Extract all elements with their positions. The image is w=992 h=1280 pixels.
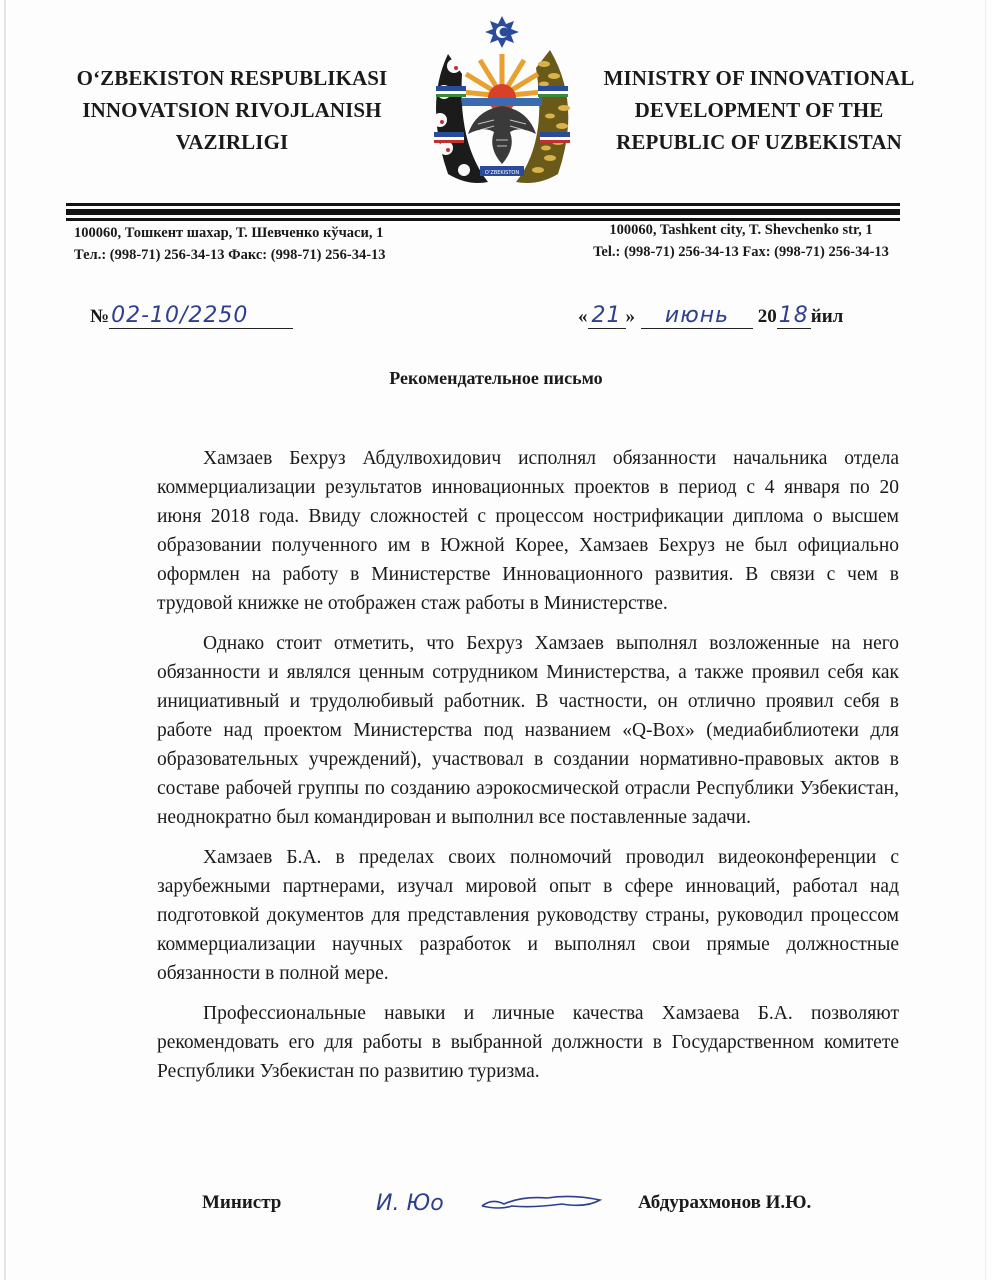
page-edge-right: [985, 0, 986, 1280]
number-sign: №: [90, 306, 110, 327]
letter-date: [578, 303, 843, 329]
quote-close: »: [625, 306, 635, 327]
phone-fax-line: Tel.: (998-71) 256-34-13 Fax: (998-71) 256-34-13: [593, 244, 889, 260]
letterhead-uzbek: [62, 62, 402, 158]
handwritten-year: 18: [778, 303, 809, 328]
letterhead-uzbek-line: VAZIRLIGI: [175, 130, 289, 154]
paragraph: Хамзаев Б.А. в пределах своих полномочий проводил видеоконференции с зарубежными партнерами, изучал мировой опыт в сфере инноваций, работал над подготовкой документов для представления руководству страны, руководил процессом коммерциализации научных разработок и выполнял свои прямые должностные обязанности в полной мере.: [157, 847, 899, 984]
reference-number: [90, 303, 293, 329]
state-emblem-icon: [418, 14, 586, 190]
handwritten-day: 21: [591, 303, 622, 328]
page-edge-left: [4, 0, 6, 1280]
address-uzbek: [74, 222, 386, 266]
handwritten-month: июнь: [664, 303, 730, 328]
signatory-position: Министр: [202, 1192, 282, 1213]
letterhead-english-line: REPUBLIC OF UZBEKISTAN: [616, 130, 902, 154]
letter-title: Рекомендательное письмо: [389, 368, 603, 388]
year-word: йил: [810, 306, 844, 327]
paragraph: Хамзаев Бехруз Абдулвохидович исполнял обязанности начальника отдела коммерциализации результатов инновационных проектов в период с 4 января по 20 июня 2018 года. Ввиду сложностей с процессом нострификации диплома о высшем образовании полученного им в Южной Корее, Хамзаев Бехруз не был официально оформлен на работу в Министерстве Инновационного развития. В связи с чем в трудовой книжке не отображен стаж работы в Министерстве.: [157, 448, 899, 614]
signature-block: [0, 1186, 992, 1226]
letterhead-english: [588, 62, 930, 158]
address-english: [576, 219, 906, 263]
handwritten-signature: [372, 1186, 612, 1220]
emblem-ribbon-text: O‘ZBEKISTON: [484, 170, 520, 176]
signatory-name: Абдурахмонов И.Ю.: [638, 1192, 812, 1213]
address-line: 100060, Тошкент шахар, Т. Шевченко кўчаси, 1: [74, 225, 384, 241]
letter-body: [157, 444, 899, 1097]
letterhead-uzbek-line: INNOVATSION RIVOJLANISH: [82, 98, 382, 122]
address-line: 100060, Tashkent city, T. Shevchenko str, 1: [609, 222, 873, 238]
letterhead-english-line: MINISTRY OF INNOVATIONAL: [603, 66, 915, 90]
quote-open: «: [578, 306, 588, 327]
letterhead-uzbek-line: O‘ZBEKISTON RESPUBLIKASI: [76, 66, 388, 90]
year-prefix: 20: [757, 306, 777, 327]
handwritten-reference-number: 02-10/2250: [111, 303, 249, 328]
signature-initials: И. Юо: [376, 1191, 444, 1216]
paragraph: Однако стоит отметить, что Бехруз Хамзаев выполнял возложенные на него обязанности и являлся ценным сотрудником Министерства, а также проявил себя как инициативный и трудолюбивый работник. В частности, он отлично проявил себя в работе над проектом Министерства под названием «Q-Box» (медиабиблиотеки для образовательных учреждений), участвовал в создании нормативно-правовых актов в составе рабочей группы по созданию аэрокосмической отрасли Республики Узбекистан, неоднократно был командирован и выполнил все поставленные задачи.: [157, 633, 899, 828]
paragraph: Профессиональные навыки и личные качества Хамзаева Б.А. позволяют рекомендовать его для работы в выбранной должности в Государственном комитете Республики Узбекистан по развитию туризма.: [157, 1003, 899, 1082]
letterhead-english-line: DEVELOPMENT OF THE: [634, 98, 884, 122]
phone-fax-line: Тел.: (998-71) 256-34-13 Факс: (998-71) 256-34-13: [74, 247, 386, 263]
